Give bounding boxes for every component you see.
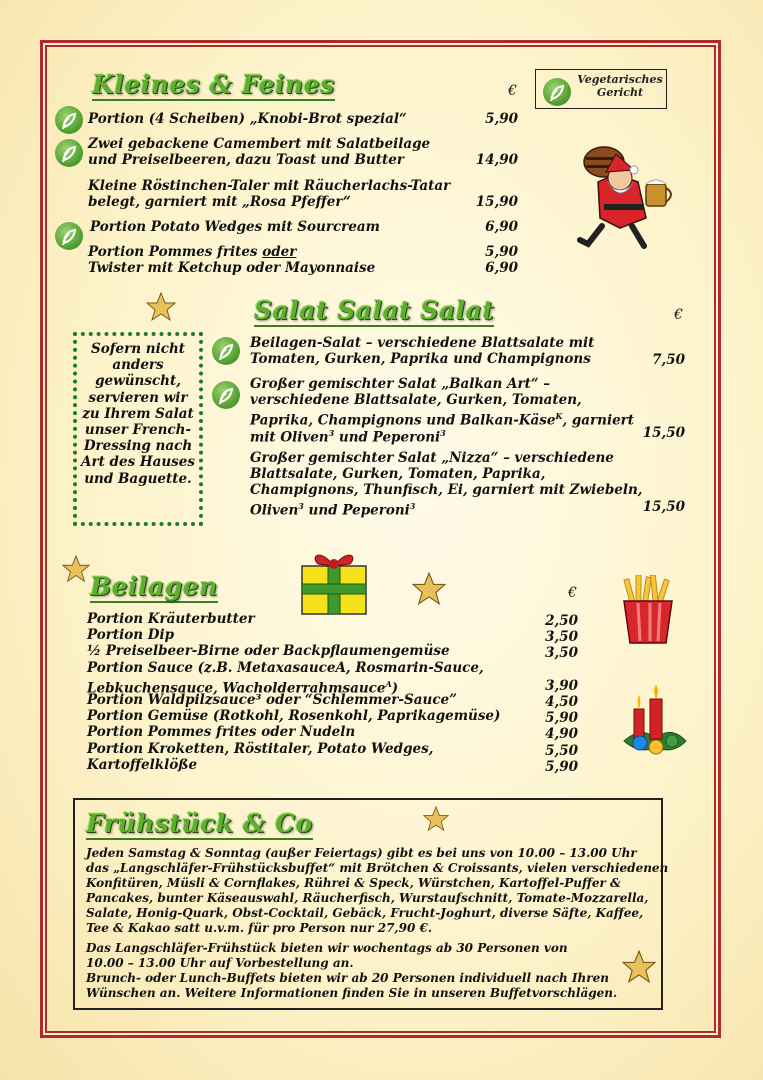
santa-beer-illustration [576,140,684,258]
fruehstueck-text-line: Brunch- oder Lunch-Buffets bieten wir ab 20 Personen individuell nach Ihren [86,971,609,985]
menu-item-text: mit Oliven$^3$ und Peperoni$^3$ [250,428,446,446]
fruehstueck-text-line: Jeden Samstag & Sonntag (außer Feiertags) gibt es bei uns von 10.00 – 13.00 Uhr [86,846,637,860]
menu-item-text: Kleine Röstinchen-Taler mit Räucherlachs-Tatar [88,178,451,194]
star-icon [423,806,449,832]
star-icon [146,292,176,322]
currency-salat: € [674,307,683,323]
star-icon [62,555,90,583]
beilage-item-price: 4,50 [545,694,578,710]
gift-illustration [298,546,370,618]
underlined-word: oder [262,244,297,260]
menu-item-text: Großer gemischter Salat „Nizza“ – verschiedene [250,450,614,466]
menu-item-price: 5,90 [485,111,518,127]
menu-item-price: 15,90 [475,194,518,210]
menu-item-text: Portion Pommes frites oder [88,244,297,260]
beilage-item-text: Lebkuchensauce, Wacholderrahmsauce$^A$) [87,678,399,697]
menu-item-text: Portion Potato Wedges mit Sourcream [90,219,380,235]
menu-item-text: verschiedene Blattsalate, Gurken, Tomaten, [250,392,582,408]
vegetarian-leaf-icon [55,222,83,250]
menu-item-price: 14,90 [475,152,518,168]
vegetarian-leaf-icon [212,337,240,365]
beilage-item-price: 5,90 [545,758,578,775]
beilage-item-text: Portion Pommes frites oder Nudeln [87,724,356,741]
menu-item-text: belegt, garniert mit „Rosa Pfeffer“ [88,194,351,210]
menu-item-price: 6,90 [485,219,518,235]
currency-beilagen: € [568,585,577,601]
beilage-item-price: 3,50 [545,629,578,646]
fruehstueck-text-line: Tee & Kakao satt u.v.m. für pro Person nur 27,90 €. [86,921,433,935]
menu-item-price: 7,50 [652,352,685,368]
vegetarian-leaf-icon [55,106,83,134]
fruehstueck-text-line: Pancakes, bunter Käseauswahl, Räucherfisch, Wurstaufschnitt, Tomate-Mozzarella, [86,891,649,905]
star-icon [622,950,656,984]
dressing-note: Sofern nicht anders gewünscht, servieren wir zu Ihrem Salat unser French-Dressing nach Art des Hauses und Baguette. [81,341,195,487]
beilage-item-text: Portion Sauce (z.B. MetaxasauceA, Rosmarin-Sauce, [87,659,484,676]
beilage-item-text: Kartoffelklöße [87,756,198,773]
menu-item-text: Paprika, Champignons und Balkan-Käse$^K$, garniert [250,411,635,429]
menu-item-text: Beilagen-Salat – verschiedene Blattsalate mit [250,335,595,351]
candles-illustration [622,685,688,757]
fruehstueck-text-line: Das Langschläfer-Frühstück bieten wir wochentags ab 30 Personen von [86,941,568,955]
fruehstueck-text-line: Konfitüren, Müsli & Cornflakes, Rührei & Speck, Würstchen, Kartoffel-Puffer & [86,876,621,890]
menu-item-text: Blattsalate, Gurken, Tomaten, Paprika, [250,466,546,482]
beilage-item-price: 5,50 [545,742,578,759]
vegetarian-leaf-icon [212,381,240,409]
star-icon [412,572,446,606]
beilage-item-price: 2,50 [545,613,578,629]
fruehstueck-text-line: 10.00 – 13.00 Uhr auf Vorbestellung an. [86,956,354,970]
menu-item-price: 6,90 [485,260,518,276]
beilage-item-text: Portion Dip [87,627,175,644]
section-title-beilagen: Beilagen [90,572,218,601]
menu-item-text: Champignons, Thunfisch, Ei, garniert mit Zwiebeln, [250,482,643,498]
beilage-item-text: Portion Kroketten, Röstitaler, Potato Wedges, [87,740,434,757]
menu-item-text: Tomaten, Gurken, Paprika und Champignons [250,351,591,367]
vegetarian-leaf-icon [55,139,83,167]
menu-item-text: Großer gemischter Salat „Balkan Art“ – [250,376,551,392]
menu-item-text: Twister mit Ketchup oder Mayonnaise [88,260,376,276]
fruehstueck-text-line: Salate, Honig-Quark, Obst-Cocktail, Gebäck, Frucht-Joghurt, diverse Säfte, Kaffee, [86,906,644,920]
menu-item-text: und Preiselbeeren, dazu Toast und Butter [88,152,404,168]
beilage-item-text: ½ Preiselbeer-Birne oder Backpflaumengemüse [87,643,450,660]
menu-item-text: Zwei gebackene Camembert mit Salatbeilage [88,136,431,152]
section-title-fruehstueck: Frühstück & Co [86,809,313,838]
vegetarian-leaf-icon [543,78,571,106]
beilage-item-price: 3,90 [545,677,578,694]
beilage-item-text: Portion Gemüse (Rotkohl, Rosenkohl, Paprikagemüse) [87,708,501,725]
menu-item-price: 15,50 [642,425,685,441]
fruehstueck-text-line: Wünschen an. Weitere Informationen finden Sie in unseren Buffetvorschlägen. [86,986,618,1000]
currency-kleines: € [508,83,517,99]
fruehstueck-text-line: das „Langschläfer-Frühstücksbuffet“ mit Brötchen & Croissants, vielen verschiedenen [86,861,669,875]
section-title-salat: Salat Salat Salat [254,296,495,325]
menu-item-text: Oliven$^3$ und Peperoni$^3$ [250,501,416,519]
section-title-kleines: Kleines & Feines [92,70,335,99]
beilage-item-text: Portion Kräuterbutter [87,611,255,627]
beilage-item-price: 4,90 [545,726,578,743]
beilage-item-price: 3,50 [545,645,578,662]
beilage-item-text: Portion Waldpilzsauce³ oder “Schlemmer-Sauce” [87,692,457,708]
menu-item-price: 15,50 [642,499,685,515]
fries-illustration [620,575,676,645]
veg-legend-label: Vegetarisches Gericht [577,73,663,99]
menu-item-price: 5,90 [485,244,518,260]
beilage-item-price: 5,90 [545,710,578,727]
menu-item-text: Portion (4 Scheiben) „Knobi-Brot spezial“ [88,111,407,127]
